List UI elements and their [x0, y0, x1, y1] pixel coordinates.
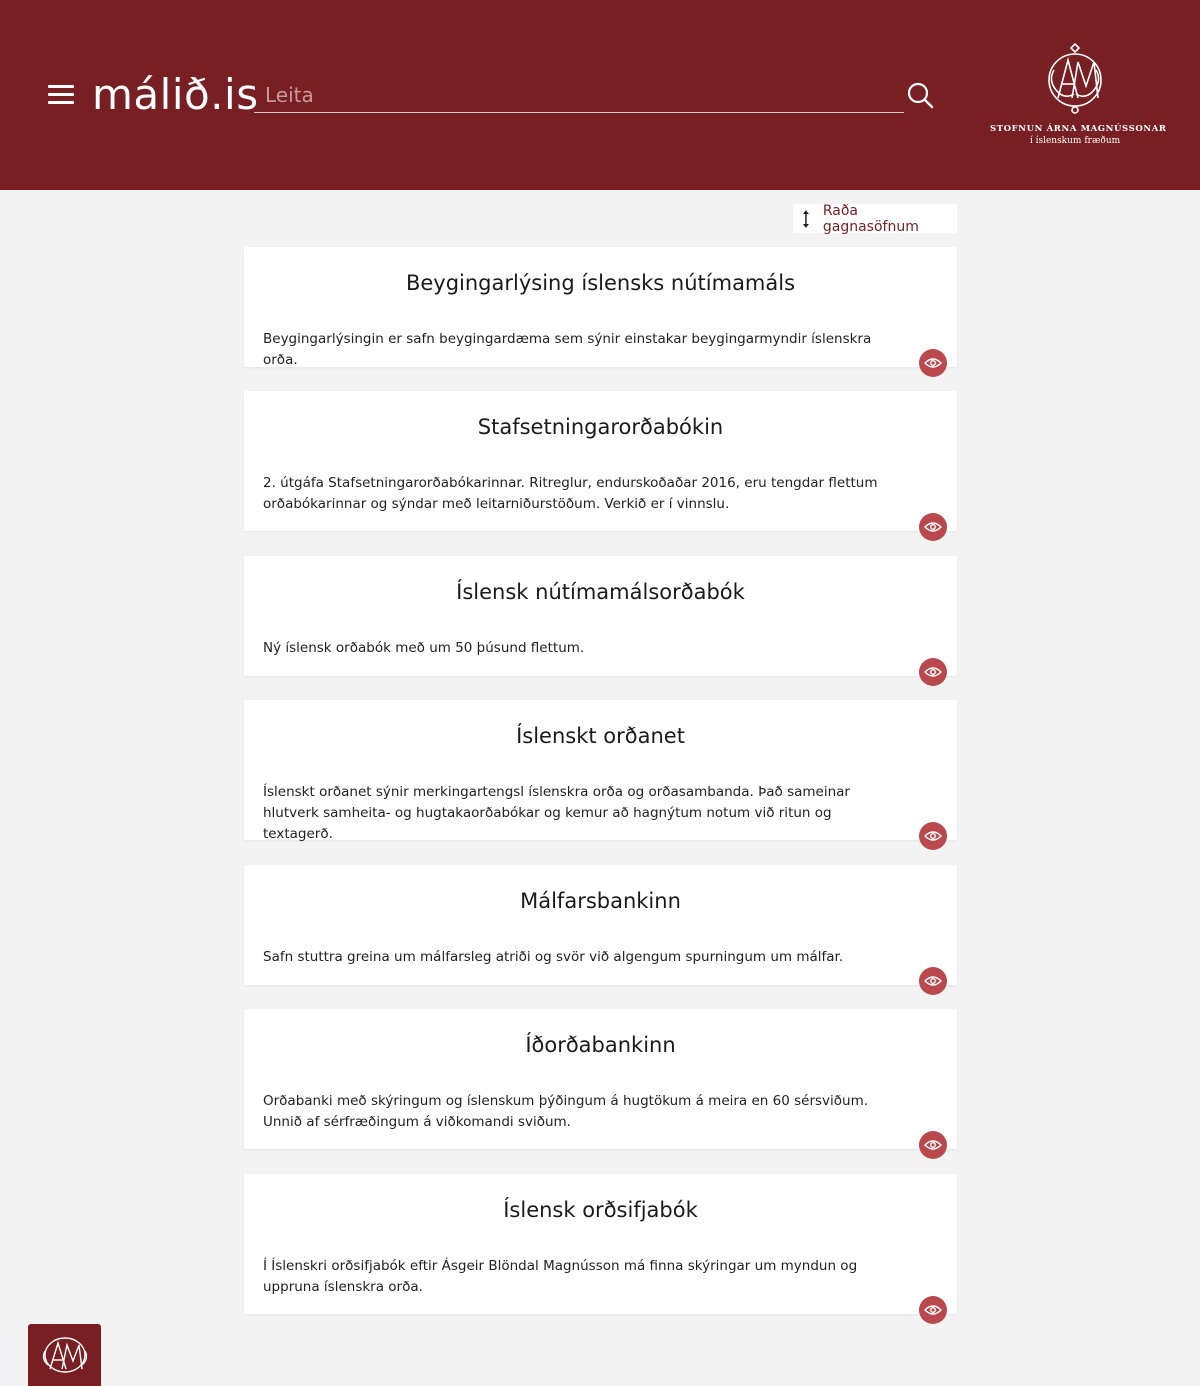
site-brand[interactable]: málið.is: [92, 70, 259, 119]
dataset-title[interactable]: Íslensk orðsifjabók: [503, 1198, 698, 1222]
dataset-card[interactable]: [244, 247, 957, 367]
dataset-card[interactable]: [244, 700, 957, 840]
dataset-title[interactable]: Stafsetningarorðabókin: [477, 415, 724, 439]
search-input[interactable]: [254, 76, 904, 112]
dataset-title[interactable]: Íslensk nútímamálsorðabók: [456, 580, 745, 604]
logo-text-line2: í íslenskum fræðum: [1029, 136, 1121, 146]
dataset-card[interactable]: [244, 865, 957, 985]
dataset-description: Beygingarlýsingin er safn beygingardæma sem sýnir einstakar beygingarmyndir íslenskra orða.: [263, 331, 872, 368]
magnifier-icon[interactable]: [905, 80, 935, 110]
site-header: [0, 0, 1200, 190]
dataset-description: 2. útgáfa Stafsetningarorðabókarinnar. Ritreglur, endurskoðaðar 2016, eru tengdar flettum orðabókarinnar og sýndar með leitarniðurstöðum. Verkið er í vinnslu.: [263, 475, 878, 512]
dataset-card[interactable]: [244, 1009, 957, 1149]
eye-icon[interactable]: [919, 513, 947, 541]
eye-icon[interactable]: [919, 1296, 947, 1324]
institute-logo-button[interactable]: [28, 1324, 101, 1386]
hamburger-menu-icon[interactable]: [48, 83, 74, 107]
dataset-title[interactable]: Málfarsbankinn: [520, 889, 681, 913]
sort-arrows-icon: [799, 208, 813, 230]
dataset-description: Íslenskt orðanet sýnir merkingartengsl íslenskra orða og orðasambanda. Það sameinar hlutverk samheita- og hugtakaorðabókar og kemur að hagnýtum notum við ritun og textagerð.: [263, 784, 850, 842]
institute-logo[interactable]: [990, 40, 1167, 155]
eye-icon[interactable]: [919, 1131, 947, 1159]
eye-icon[interactable]: [919, 967, 947, 995]
ornament-monogram-icon: [1044, 40, 1106, 118]
logo-text-line1: STOFNUN ÁRNA MAGNÚSSONAR: [990, 124, 1167, 134]
dataset-title[interactable]: Beygingarlýsing íslensks nútímamáls: [405, 271, 796, 295]
sort-datasets-label: Raða gagnasöfnum: [822, 202, 919, 235]
dataset-description: Orðabanki með skýringum og íslenskum þýðingum á hugtökum á meira en 60 sérsviðum. Unnið af sérfræðingum á viðkomandi sviðum.: [263, 1093, 869, 1130]
dataset-title[interactable]: Íðorðabankinn: [525, 1033, 676, 1057]
sort-datasets-button[interactable]: [793, 204, 957, 233]
eye-icon[interactable]: [919, 658, 947, 686]
dataset-card[interactable]: [244, 1174, 957, 1314]
dataset-description: Safn stuttra greina um málfarsleg atriði og svör við algengum spurningum um málfar.: [263, 949, 844, 965]
dataset-title[interactable]: Íslenskt orðanet: [516, 724, 685, 748]
dataset-card[interactable]: [244, 556, 957, 676]
eye-icon[interactable]: [919, 822, 947, 850]
dataset-card[interactable]: [244, 391, 957, 531]
eye-icon[interactable]: [919, 349, 947, 377]
dataset-description: Í Íslenskri orðsifjabók eftir Ásgeir Blöndal Magnússon má finna skýringar um myndun og uppruna íslenskra orða.: [263, 1258, 858, 1295]
ornament-monogram-icon: [40, 1333, 90, 1377]
search-bar: [254, 76, 904, 113]
dataset-description: Ný íslensk orðabók með um 50 þúsund flettum.: [263, 640, 585, 656]
